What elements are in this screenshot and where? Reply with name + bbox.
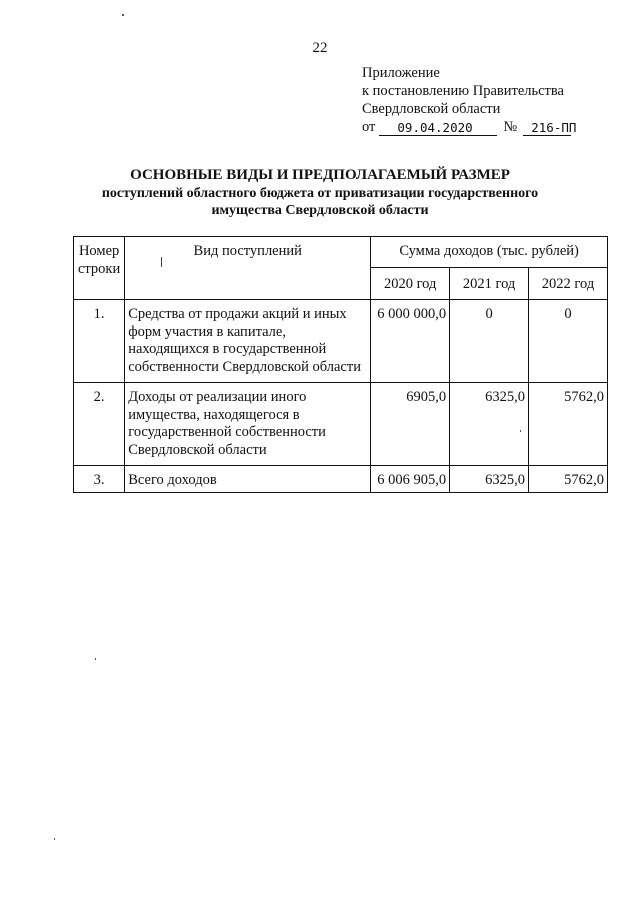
appendix-decree-line: к постановлению Правительства	[362, 83, 564, 99]
revenue-table	[73, 236, 608, 493]
header-year-2021: 2021 год	[450, 267, 529, 300]
page-number: 22	[312, 40, 328, 56]
table-row	[74, 466, 608, 493]
row-value-2021: 6325,0	[450, 466, 529, 493]
title-main: ОСНОВНЫЕ ВИДЫ И ПРЕДПОЛАГАЕМЫЙ РАЗМЕР	[130, 167, 510, 183]
row-number: 1.	[74, 300, 125, 383]
header-year-2022: 2022 год	[529, 267, 608, 300]
title-sub-line-2: имущества Свердловской области	[211, 203, 429, 218]
row-value-2020: 6905,0	[371, 383, 450, 466]
row-value-2022: 5762,0	[529, 466, 608, 493]
scan-speck	[54, 838, 55, 840]
row-value-2021: 6325,0	[450, 383, 529, 466]
appendix-title: Приложение	[362, 65, 440, 81]
appendix-region-line: Свердловской области	[362, 101, 501, 117]
header-type-label: Вид поступлений	[193, 243, 302, 259]
decree-number: 216-ПП	[523, 120, 571, 136]
header-type	[125, 237, 371, 300]
header-row-number: Номер строки	[74, 237, 125, 300]
row-number: 2.	[74, 383, 125, 466]
scan-speck	[95, 658, 96, 660]
header-sum: Сумма доходов (тыс. рублей)	[371, 237, 608, 268]
row-value-2020: 6 000 000,0	[371, 300, 450, 383]
row-value-2022: 5762,0	[529, 383, 608, 466]
row-type: Доходы от реализации иного имущества, находящегося в государственной собственности Свердловской области	[125, 383, 371, 466]
scan-mark	[161, 257, 162, 267]
scan-speck	[520, 430, 521, 432]
row-type: Всего доходов	[125, 466, 371, 493]
row-type: Средства от продажи акций и иных форм участия в капитале, находящихся в государственной собственности Свердловской области	[125, 300, 371, 383]
scan-speck	[122, 14, 124, 16]
number-label: №	[503, 119, 518, 135]
title-sub-line-1: поступлений областного бюджета от приватизации государственного	[101, 186, 539, 201]
from-label: от	[362, 119, 376, 135]
table-row	[74, 383, 608, 466]
appendix-date-number-line	[362, 118, 577, 136]
row-value-2020: 6 006 905,0	[371, 466, 450, 493]
table-row	[74, 300, 608, 383]
row-value-2022: 0	[529, 300, 608, 383]
table-header-row	[74, 237, 608, 268]
row-value-2021: 0	[450, 300, 529, 383]
decree-date: 09.04.2020	[379, 120, 497, 136]
header-year-2020: 2020 год	[371, 267, 450, 300]
document-title	[0, 166, 640, 219]
appendix-block	[362, 64, 577, 136]
row-number: 3.	[74, 466, 125, 493]
